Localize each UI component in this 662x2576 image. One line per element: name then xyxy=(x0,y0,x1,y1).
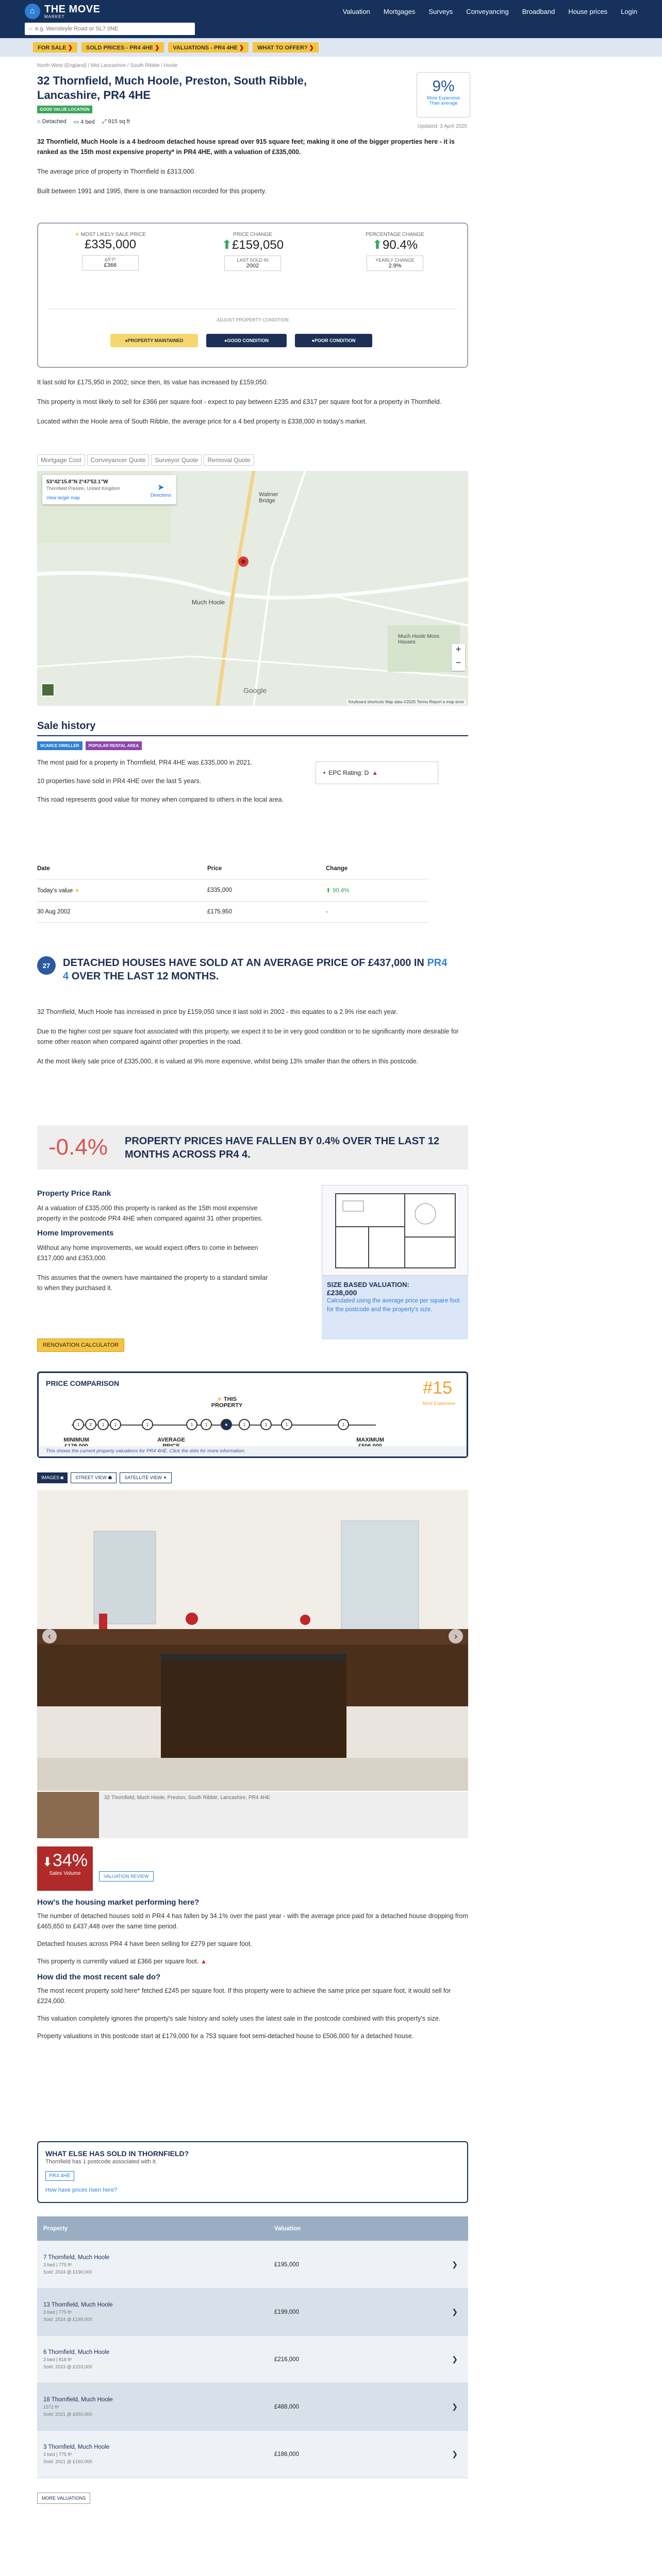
zoom-out-icon[interactable]: − xyxy=(455,657,461,668)
pill-for-sale[interactable]: FOR SALE ❯ xyxy=(33,42,77,53)
property-photo xyxy=(37,1490,468,1791)
sale-history-table xyxy=(37,858,429,923)
epc-rating: EPC Rating: D xyxy=(328,769,369,776)
value-paragraph: This road represents good value for money when compared to others in the local area. xyxy=(37,796,284,803)
price-fall-text: PROPERTY PRICES HAVE FALLEN BY 0.4% OVER THE LAST 12 MONTHS ACROSS PR4 4. xyxy=(125,1136,440,1160)
price-dot[interactable]: 1 xyxy=(186,1419,197,1430)
tab-conveyancer-quote[interactable]: Conveyancer Quote xyxy=(87,454,150,466)
more-expensive-pct: 9% xyxy=(432,78,455,95)
more-expensive-label: More Expensive xyxy=(426,95,460,100)
current-valuation-paragraph: This property is currently valued at £366 per square foot. xyxy=(37,1958,199,1965)
price-fall-pct: -0.4% xyxy=(48,1134,108,1160)
photo-thumbnail[interactable] xyxy=(37,1792,99,1838)
logo-text: THE MOVE xyxy=(44,4,101,15)
sales-paragraphs xyxy=(37,377,468,427)
this-property-dot[interactable]: ★ xyxy=(221,1419,232,1430)
adjust-label: ADJUST PROPERTY CONDITION xyxy=(217,317,289,323)
valuation-panel xyxy=(37,223,468,368)
market-paragraph: The number of detached houses sold in PR4 4 has fallen by 34.1% over the past year - with the average price paid for a detached house dropping from £465,650 to £437,448 over the same time period. xyxy=(37,1912,468,1930)
market-heading: How's the housing market performing here? xyxy=(37,1898,200,1907)
area-feature: ⤢ 915 sq ft xyxy=(102,118,130,125)
what-else-title: WHAT ELSE HAS SOLD IN THORNFIELD? xyxy=(45,2149,189,2158)
recent-sale-paragraph: The most recent property sold here* fetched £245 per square foot. If this property were to achieve the same price per square foot, it would sell for £224,000. xyxy=(37,1987,451,2005)
search-input[interactable] xyxy=(35,26,179,32)
table-row[interactable]: 13 Thornfield, Much Hoole 3 bed | 775 ft² Sold: 2024 @ £199,000 £199,000 ❯ xyxy=(37,2289,468,2336)
size-valuation-text: Calculated using the average price per square foot for the postcode and the property's size. xyxy=(327,1298,460,1313)
prev-photo-icon[interactable]: ‹ xyxy=(42,1629,57,1643)
pill-sold-prices[interactable]: SOLD PRICES - PR4 4HE ❯ xyxy=(81,42,164,53)
map-label-much-hoole: Much Hoole xyxy=(192,599,225,606)
pct-change-label: PERCENTAGE CHANGE xyxy=(366,232,424,238)
tab-images[interactable]: IMAGES ◙ xyxy=(37,1472,68,1483)
size-valuation-label: SIZE BASED VALUATION: xyxy=(327,1281,409,1289)
valuations-header xyxy=(37,2216,468,2241)
map-coord-sub: Thornfield Preston, United Kingdom xyxy=(46,486,120,491)
cond-poor-button[interactable]: ● POOR CONDITION xyxy=(295,334,372,347)
house-icon: ⌂ xyxy=(25,4,40,19)
detached-feature: ⌂ Detached xyxy=(37,118,67,125)
kitchen-photo-drawing xyxy=(37,1490,468,1791)
area-paragraph: Located within the Hoole area of South Ribble, the average price for a 4 bed property is £338,000 in today's market. xyxy=(37,418,367,425)
google-logo: Google xyxy=(243,686,267,694)
what-else-box xyxy=(37,2141,468,2203)
nav-house-prices[interactable]: House prices xyxy=(568,7,608,15)
person-icon: ☗ xyxy=(108,1475,112,1480)
top-bar xyxy=(0,0,662,23)
media-tabs xyxy=(37,1472,172,1483)
tag-popular-rental: POPULAR RENTAL AREA xyxy=(86,741,142,750)
sales-volume-label: Sales Volume xyxy=(49,1871,81,1876)
larger-map-link[interactable]: View larger map xyxy=(46,495,80,500)
valuations-table xyxy=(37,2216,468,2572)
arrow-up-icon: ⬆ xyxy=(372,238,383,252)
size-valuation-box xyxy=(322,1276,468,1340)
renovation-calculator-button[interactable]: RENOVATION CALCULATOR xyxy=(37,1338,124,1352)
sales-volume-pct: 34% xyxy=(53,1851,88,1870)
property-header xyxy=(37,63,468,125)
bed-feature: ▭ 4 bed xyxy=(73,119,95,125)
sale-history-text xyxy=(37,757,285,805)
photo-caption: 32 Thornfield, Much Hoole, Preston, South Ribble, Lancashire, PR4 4HE xyxy=(104,1795,270,1801)
photo-strip xyxy=(37,1792,468,1838)
this-property-label: ★ THIS PROPERTY xyxy=(211,1396,243,1409)
col-change: Change xyxy=(326,858,429,879)
price-comparison-note: This shows the current property valuations for PR4 4HE. Click the dots for more information. xyxy=(39,1446,467,1456)
check-icon: ● xyxy=(125,338,128,343)
chevron-right-icon[interactable]: ❯ xyxy=(452,2308,458,2316)
price-dot[interactable]: 1 xyxy=(73,1419,84,1430)
sold-count-paragraph: 10 properties have sold in PR4 4HE over the last 5 years. xyxy=(37,777,202,785)
analysis-paragraphs xyxy=(37,1007,468,1066)
satellite-icon: ✦ xyxy=(163,1475,167,1480)
comparison-paragraph: At the most likely sale price of £335,000, it is valued at 9% more expensive, whilst being 13% smaller than the others in this postcode. xyxy=(37,1058,419,1065)
average-price-label: AVERAGE xyxy=(157,1437,185,1443)
directions-link[interactable]: ➤ Directions xyxy=(150,483,171,498)
map-footer[interactable]: Keyboard shortcuts Map data ©2025 Terms Report a map error xyxy=(346,699,466,705)
search-box xyxy=(25,23,195,35)
updated-date: Updated: 3 April 2025 xyxy=(417,124,467,129)
yearly-change-value: 2.9% xyxy=(388,263,402,269)
pill-valuations[interactable]: VALUATIONS - PR4 4HE ❯ xyxy=(168,42,249,53)
yearly-change-box: YEARLY CHANGE 2.9% xyxy=(367,256,423,271)
likely-price-stat xyxy=(54,232,167,270)
price-dot[interactable]: 2 xyxy=(85,1419,96,1430)
detached-stat xyxy=(37,956,468,983)
col-price: Price xyxy=(207,858,326,879)
price-dot[interactable]: 1 xyxy=(338,1419,349,1430)
zoom-in-icon[interactable]: + xyxy=(455,644,461,654)
tab-satellite-view[interactable]: SATELLITE VIEW ✦ xyxy=(120,1472,171,1483)
tab-street-view[interactable]: STREET VIEW ☗ xyxy=(71,1472,117,1483)
chevron-right-icon[interactable]: ❯ xyxy=(452,2260,458,2268)
condition-paragraph: Due to the higher cost per square foot associated with this property, we expect it to be in very good condition or to be significantly more desirable for some other reason when compared against other properties in the road. xyxy=(37,1028,459,1045)
quick-links xyxy=(0,38,662,57)
more-valuations-button[interactable]: MORE VALUATIONS xyxy=(37,2493,90,2504)
divider xyxy=(37,735,468,736)
price-change-label: PRICE CHANGE xyxy=(233,232,273,238)
pct-change-value: 90.4% xyxy=(383,238,418,252)
camera-icon: ◙ xyxy=(60,1475,63,1480)
search-icon: ⌕ xyxy=(29,25,32,32)
map-label-moss-houses: Much Hoole Moss Houses xyxy=(398,634,440,645)
than-average-label: Than average xyxy=(429,100,458,106)
last-sold-paragraph: It last sold for £175,950 in 2002; since then, its value has increased by £159,050. xyxy=(37,379,269,386)
pill-what-to-offer[interactable]: WHAT TO OFFER? ❯ xyxy=(253,42,319,53)
rank-section xyxy=(37,1189,274,1293)
sales-volume-box xyxy=(37,1846,93,1891)
chevron-right-icon[interactable]: ❯ xyxy=(452,2355,458,2363)
improvements-heading: Home Improvements xyxy=(37,1229,114,1238)
rank-label: Most Expensive xyxy=(422,1401,455,1406)
price-dot[interactable]: 1 xyxy=(110,1419,121,1430)
sqft-value: £366 xyxy=(104,262,117,268)
increase-paragraph: 32 Thornfield, Much Hoole has increased in price by £159,050 since it last sold in 2002 - this equates to a 2.9% rise each year. xyxy=(37,1008,398,1015)
improvements-paragraph: Without any home improvements, we would expect offers to come in between £317,000 and £353,000. xyxy=(37,1244,258,1262)
arrow-down-icon: ⬇ xyxy=(42,1855,53,1869)
nav-surveys[interactable]: Surveys xyxy=(428,7,453,15)
tab-mortgage-cost[interactable]: Mortgage Cost xyxy=(37,454,85,466)
chevron-right-icon[interactable]: ❯ xyxy=(452,2450,458,2458)
nav-broadband[interactable]: Broadband xyxy=(522,7,555,15)
ignores-history-paragraph: This valuation completely ignores the property's sale history and solely uses the latest sale in the postcode combined with this property's size. xyxy=(37,2015,441,2022)
map-canvas xyxy=(37,471,468,706)
area-tags xyxy=(37,741,468,750)
rank-number: #15 xyxy=(423,1378,452,1398)
last-sold-box: LAST SOLD IN 2002 xyxy=(224,256,281,271)
col-property: Property xyxy=(43,2225,68,2232)
built-paragraph: Built between 1991 and 1995, there is one transaction recorded for this property. xyxy=(37,188,267,195)
postcode-link[interactable]: PR4 4HE xyxy=(45,2171,74,2181)
page-title: 32 Thornfield, Much Hoole, Preston, South Ribble, Lancashire, PR4 4HE xyxy=(37,74,307,101)
detached-heading: DETACHED HOUSES HAVE SOLD AT AN AVERAGE PRICE OF £437,000 IN PR4 4 OVER THE LAST 12 MONTHS. xyxy=(63,957,448,982)
maximum-price: MAXIMUM xyxy=(356,1437,384,1443)
cond-maintained-button[interactable]: ● PROPERTY MAINTAINED xyxy=(110,334,198,347)
price-change-value: £159,050 xyxy=(232,238,284,252)
price-dot[interactable]: 1 xyxy=(97,1419,109,1430)
price-dot[interactable]: 1 xyxy=(281,1419,292,1430)
price-change-stat xyxy=(196,232,309,271)
arrow-up-icon: ⬆ xyxy=(326,888,333,894)
map-coord: 53°42'15.8"N 2°47'52.1"W xyxy=(46,479,108,485)
house-icon: ⌂ xyxy=(37,118,42,125)
avg-price-paragraph: The average price of property in Thornfield is £313,000. xyxy=(37,168,196,175)
sqft-paragraph: This property is most likely to sell for £366 per square foot - expect to pay between £235 and £317 per square foot for a property in Thornfield. xyxy=(37,398,442,405)
price-dot[interactable]: 1 xyxy=(239,1419,250,1430)
detached-count: 27 xyxy=(37,956,56,975)
prices-risen-link[interactable]: How have prices risen here? xyxy=(45,2187,118,2193)
table-row[interactable]: 3 Thornfield, Much Hoole 3 bed | 775 ft² Sold: 2021 @ £160,000 £186,000 ❯ xyxy=(37,2431,468,2478)
nav-mortgages[interactable]: Mortgages xyxy=(383,7,416,15)
star-icon: ★ xyxy=(217,1396,224,1402)
rank-paragraph: At a valuation of £335,000 this property is ranked as the 15th most expensive property in the postcode PR4 4HE when compared against 31 other properties. xyxy=(37,1205,263,1222)
area-link[interactable]: PR4 4 xyxy=(63,957,448,982)
col-valuation: Valuation xyxy=(274,2225,301,2232)
bed-icon: ▭ xyxy=(73,119,81,125)
price-dot[interactable]: 1 xyxy=(201,1419,212,1430)
warning-icon: ▲ xyxy=(200,1958,207,1965)
maintained-paragraph: This assumes that the owners have maintained the property to a standard similar to when they purchased it. xyxy=(37,1274,268,1292)
star-icon: ★ xyxy=(74,888,80,894)
breadcrumb[interactable]: North West (England) / Mid Lancashire / South Ribble / Hoole xyxy=(37,63,178,69)
sqft-price-paragraph: Detached houses across PR4 4 have been selling for £279 per square foot. xyxy=(37,1940,252,1947)
intro-text xyxy=(37,137,468,196)
last-sold-value: 2002 xyxy=(246,263,259,269)
col-date: Date xyxy=(37,858,207,879)
sale-history-heading: Sale history xyxy=(37,720,96,732)
recent-sale-heading: How did the most recent sale do? xyxy=(37,1973,161,1981)
price-dot[interactable]: 1 xyxy=(260,1419,272,1430)
table-row: Today's value ★ £335,000 ⬆ 90.4% xyxy=(37,879,429,902)
map[interactable] xyxy=(37,471,468,706)
map-info-card xyxy=(42,475,176,504)
quote-tabs xyxy=(37,454,254,466)
arrow-up-icon: ⬆ xyxy=(221,238,232,252)
site-logo[interactable] xyxy=(25,4,100,19)
zoom-controls xyxy=(452,644,465,671)
map-type-toggle[interactable] xyxy=(41,683,55,697)
map-label-walmer: Walmer Bridge xyxy=(259,492,278,504)
tab-removal-quote[interactable]: Removal Quote xyxy=(204,454,254,466)
search-row xyxy=(0,23,662,38)
directions-icon: ➤ xyxy=(157,483,164,492)
likely-price-value: £335,000 xyxy=(84,238,137,251)
floorplan-image xyxy=(322,1185,468,1276)
nav-valuation[interactable]: Valuation xyxy=(342,7,370,15)
epc-rating-box xyxy=(316,761,438,784)
valuation-review-button[interactable]: VALUATION REVIEW xyxy=(99,1871,154,1882)
likely-price-label: MOST LIKELY SALE PRICE xyxy=(80,232,146,238)
star-icon: ★ xyxy=(75,232,81,238)
intro-paragraph: 32 Thornfield, Much Hoole is a 4 bedroom detached house spread over 915 square feet; making it one of the bigger properties here - it is ranked as the 15th most expensive property* in PR4 4HE, with a valuation of £335,000. xyxy=(37,138,455,156)
size-valuation-value: £238,000 xyxy=(327,1289,357,1297)
next-photo-icon[interactable]: › xyxy=(449,1629,463,1643)
main-nav xyxy=(343,8,637,15)
value-badge: GOOD VALUE LOCATION xyxy=(37,106,92,113)
table-row[interactable]: 7 Thornfield, Much Hoole 3 bed | 775 ft² Sold: 2024 @ £190,000 £195,000 ❯ xyxy=(37,2241,468,2289)
more-expensive-box xyxy=(417,72,470,117)
bullet-icon: • xyxy=(323,769,326,776)
warning-icon: ▲ xyxy=(372,769,378,776)
chevron-right-icon[interactable]: ❯ xyxy=(452,2402,458,2411)
nav-conveyancing[interactable]: Conveyancing xyxy=(466,7,509,15)
table-row: 30 Aug 2002 £175,950 - xyxy=(37,902,429,923)
tab-surveyor-quote[interactable]: Surveyor Quote xyxy=(151,454,202,466)
floorplan-drawing xyxy=(322,1185,469,1276)
area-icon: ⤢ xyxy=(102,118,108,125)
what-else-sub: Thornfield has 1 postcode associated with it. xyxy=(45,2159,157,2165)
cond-good-button[interactable]: ● GOOD CONDITION xyxy=(206,334,287,347)
check-icon: ● xyxy=(224,338,227,343)
price-fall-box xyxy=(37,1125,468,1170)
rank-heading: Property Price Rank xyxy=(37,1189,111,1198)
table-row[interactable]: 6 Thornfield, Much Hoole 3 bed | 818 ft² Sold: 2023 @ £233,000 £216,000 ❯ xyxy=(37,2336,468,2383)
pct-change-stat xyxy=(338,232,452,271)
nav-login[interactable]: Login xyxy=(621,7,637,15)
minimum-price: MINIMUM xyxy=(63,1437,89,1443)
check-icon: ● xyxy=(311,338,315,343)
table-row[interactable]: 18 Thornfield, Much Hoole 1572 ft² Sold: 2021 @ £450,000 £488,000 ❯ xyxy=(37,2383,468,2431)
price-dot[interactable]: 1 xyxy=(142,1419,153,1430)
price-comparison-title: PRICE COMPARISON xyxy=(46,1379,120,1387)
most-paid-paragraph: The most paid for a property in Thornfield, PR4 4HE was £335,000 in 2021. xyxy=(37,759,253,766)
price-comparison xyxy=(37,1371,468,1458)
range-paragraph: Property valuations in this postcode start at £179,000 for a 753 square foot semi-detached house to £506,000 for a detached house. xyxy=(37,2032,414,2040)
logo-sub: MARKET xyxy=(44,14,65,19)
tag-scarce: SCARCE DWELLER xyxy=(37,741,82,750)
market-section xyxy=(37,1898,468,2041)
sqft-box: £/FT² £366 xyxy=(82,255,139,270)
